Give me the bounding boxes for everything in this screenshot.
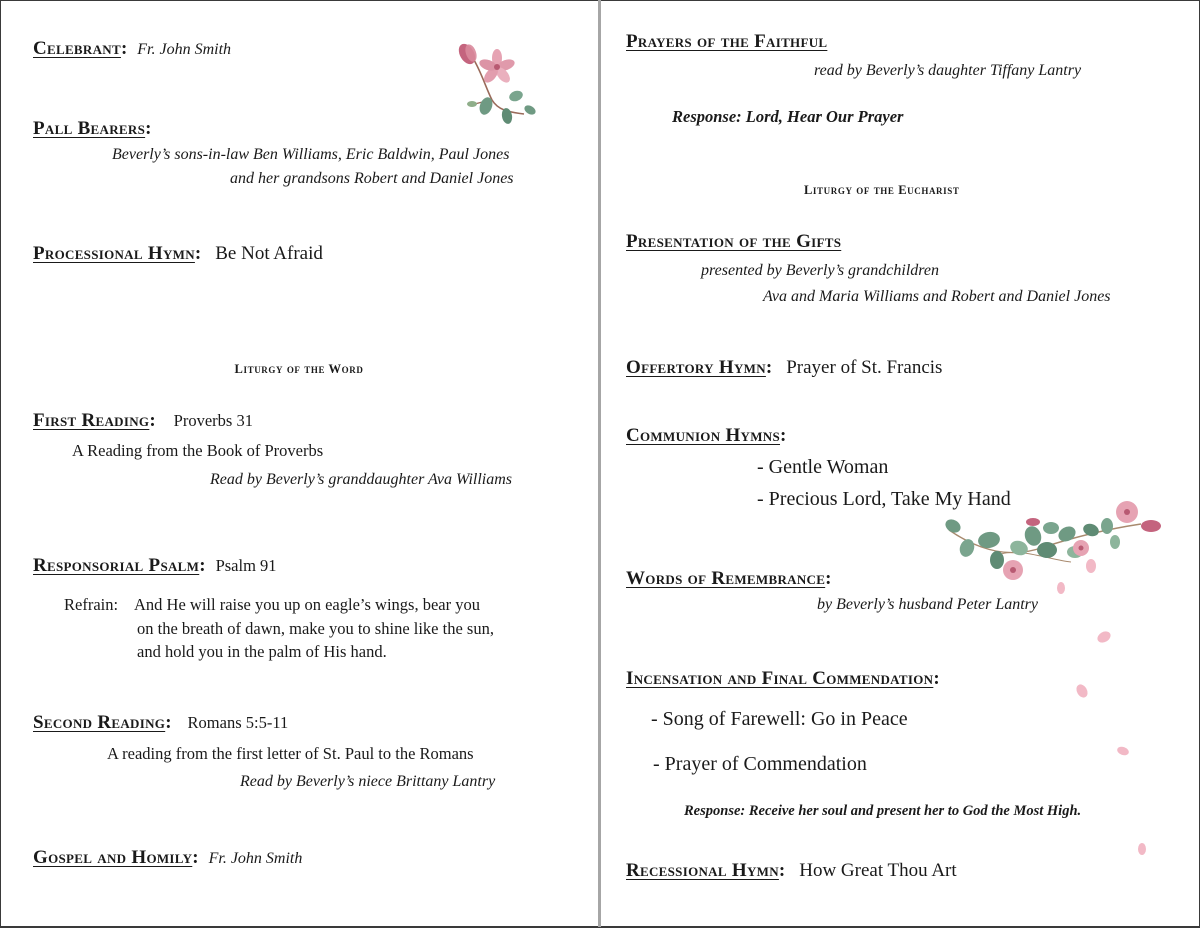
left-page [0, 0, 598, 927]
refrain-line-2: on the breath of dawn, make you to shine like the sun, [137, 619, 494, 638]
incensation-row [626, 668, 940, 690]
words-remembrance-heading: Words of Remembrance [626, 568, 826, 589]
communion-hymns-heading: Communion Hymns [626, 425, 781, 446]
incensation-item-2: - Prayer of Commendation [653, 753, 867, 775]
liturgy-of-the-word-title: Liturgy of the Word [234, 362, 364, 376]
colon: : [145, 118, 152, 139]
first-reading-row [33, 410, 253, 432]
second-reading-reference: Romans 5:5-11 [187, 713, 289, 732]
floral-garland-icon [941, 490, 1171, 600]
recessional-hymn-title: How Great Thou Art [799, 860, 957, 881]
first-reading-reader: Read by Beverly’s granddaughter Ava Williams [210, 471, 513, 488]
second-reading-heading: Second Reading [33, 712, 166, 733]
processional-hymn-row [33, 243, 323, 265]
celebrant-heading: Celebrant [33, 38, 121, 59]
processional-hymn-heading: Processional Hymn [33, 243, 195, 264]
words-remembrance-row [626, 568, 832, 590]
magnolia-flower-icon [452, 40, 538, 126]
colon: : [933, 668, 940, 689]
responsorial-psalm-row [33, 555, 277, 577]
gospel-homily-heading: Gospel and Homily [33, 847, 193, 868]
recessional-hymn-heading: Recessional Hymn [626, 860, 779, 881]
prayers-faithful-response: Response: Lord, Hear Our Prayer [672, 107, 904, 126]
offertory-hymn-heading: Offertory Hymn [626, 357, 766, 378]
recessional-hymn-row [626, 860, 957, 882]
communion-hymns-row [626, 425, 786, 447]
pall-bearers-heading: Pall Bearers [33, 118, 146, 139]
gospel-homily-row [33, 847, 302, 869]
prayers-faithful-reader: read by Beverly’s daughter Tiffany Lantry [814, 62, 1082, 79]
right-page [601, 0, 1200, 927]
processional-hymn-title: Be Not Afraid [215, 243, 323, 264]
offertory-hymn-title: Prayer of St. Francis [786, 357, 943, 378]
incensation-response: Response: Receive her soul and present her to God the Most High. [684, 803, 1082, 819]
refrain-line-3: and hold you in the palm of His hand. [137, 642, 387, 661]
gospel-homily-celebrant: Fr. John Smith [208, 850, 303, 867]
colon: : [120, 38, 128, 59]
incensation-item-1: - Song of Farewell: Go in Peace [651, 708, 908, 730]
colon: : [780, 425, 787, 446]
colon: : [778, 860, 786, 881]
communion-hymn-1: - Gentle Woman [757, 456, 889, 478]
second-reading-row [33, 712, 288, 734]
first-reading-description: A Reading from the Book of Proverbs [72, 441, 324, 460]
presentation-gifts-heading: Presentation of the Gifts [626, 231, 842, 252]
liturgy-of-the-eucharist-title: Liturgy of the Eucharist [804, 183, 960, 197]
words-remembrance-speaker: by Beverly’s husband Peter Lantry [817, 596, 1038, 613]
responsorial-psalm-heading: Responsorial Psalm [33, 555, 200, 576]
first-reading-heading: First Reading [33, 410, 150, 431]
colon: : [149, 410, 156, 431]
second-reading-reader: Read by Beverly’s niece Brittany Lantry [240, 773, 496, 790]
colon: : [194, 243, 202, 264]
prayers-faithful-row [626, 31, 827, 53]
pall-bearers-line-1: Beverly’s sons-in-law Ben Williams, Eric Baldwin, Paul Jones [112, 146, 510, 163]
colon: : [199, 555, 206, 576]
presentation-gifts-row [626, 231, 841, 253]
refrain-line-1: And He will raise you up on eagle’s wings, bear you [134, 595, 480, 614]
second-reading-description: A reading from the first letter of St. Paul to the Romans [107, 744, 474, 763]
offertory-hymn-row [626, 357, 942, 379]
colon: : [165, 712, 172, 733]
celebrant-row [33, 38, 231, 60]
communion-hymn-2: - Precious Lord, Take My Hand [757, 488, 1011, 510]
falling-petals-icon [1071, 620, 1151, 870]
presentation-gifts-line-1: presented by Beverly’s grandchildren [701, 262, 940, 279]
celebrant-name: Fr. John Smith [137, 41, 232, 58]
pall-bearers-row [33, 118, 151, 140]
responsorial-psalm-reference: Psalm 91 [215, 556, 277, 575]
refrain-label: Refrain: [64, 595, 119, 614]
incensation-heading: Incensation and Final Commendation [626, 668, 934, 689]
first-reading-reference: Proverbs 31 [173, 411, 253, 430]
colon: : [825, 568, 832, 589]
colon: : [192, 847, 199, 868]
pall-bearers-line-2: and her grandsons Robert and Daniel Jones [230, 170, 514, 187]
prayers-faithful-heading: Prayers of the Faithful [626, 31, 828, 52]
colon: : [765, 357, 773, 378]
presentation-gifts-line-2: Ava and Maria Williams and Robert and Daniel Jones [763, 288, 1111, 305]
